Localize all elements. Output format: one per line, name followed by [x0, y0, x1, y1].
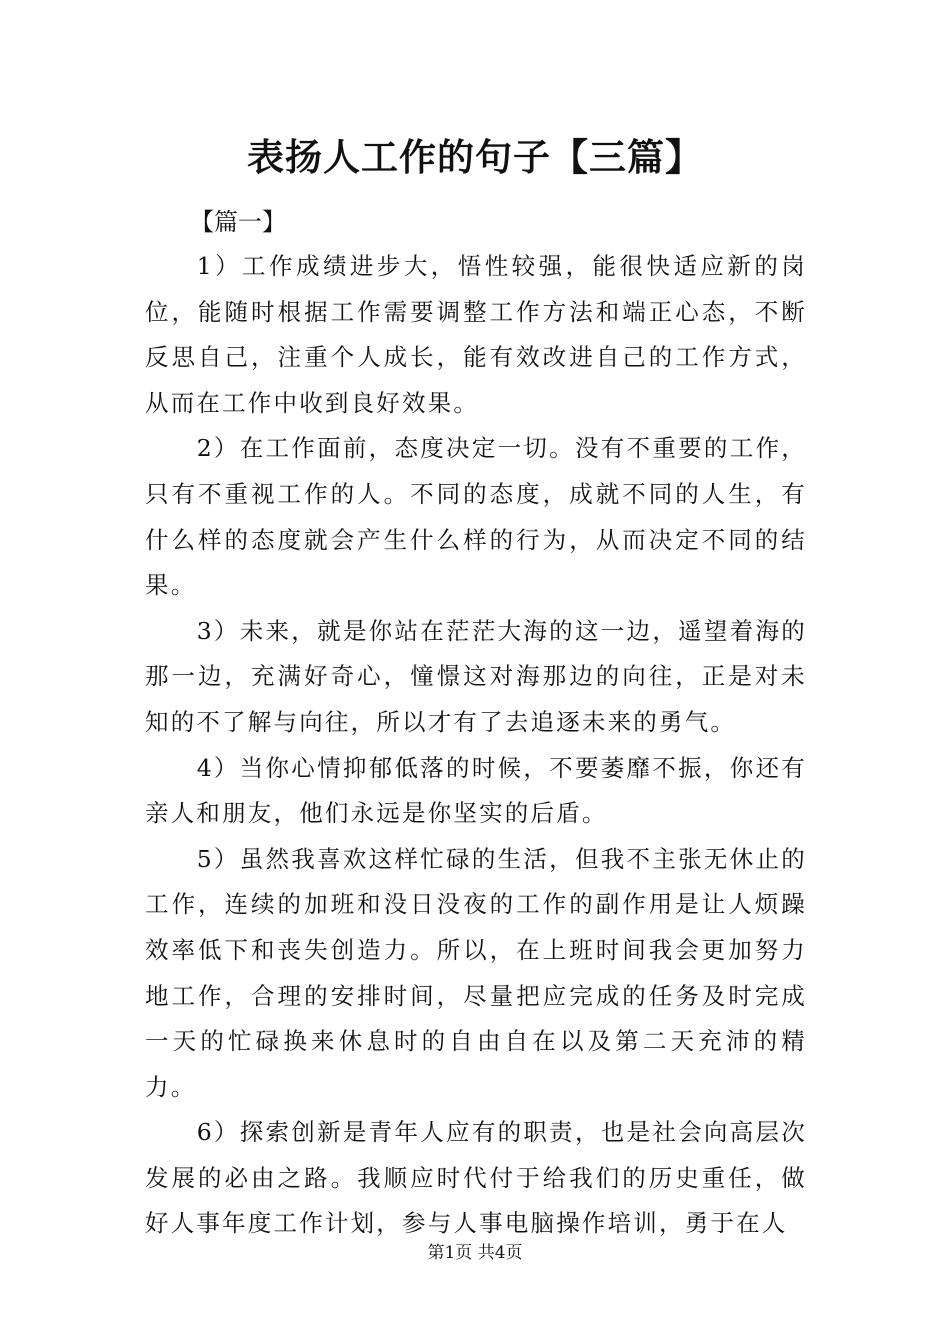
section-heading: 【篇一】 [190, 208, 286, 236]
paragraph-5: 5）虽然我喜欢这样忙碌的生活，但我不主张无休止的工作，连续的加班和没日没夜的工作的副作用是让人烦躁效率低下和丧失创造力。所以，在上班时间我会更加努力地工作，合理的安排时间，尽量把应完成的任务及时完成一天的忙碌换来休息时的自由自在以及第二天充沛的精力。 [145, 844, 807, 1101]
document-body [145, 244, 807, 1247]
paragraph-6: 6）探索创新是青年人应有的职责，也是社会向高层次发展的必由之路。我顺应时代付于给我们的历史重任，做好人事年度工作计划，参与人事电脑操作培训，勇于在人 [145, 1118, 807, 1238]
paragraph-1: 1）工作成绩进步大，悟性较强，能很快适应新的岗位，能随时根据工作需要调整工作方法和端正心态，不断反思自己，注重个人成长，能有效改进自己的工作方式，从而在工作中收到良好效果。 [145, 252, 807, 417]
document-title: 表扬人工作的句子【三篇】 [247, 135, 703, 179]
paragraph-4: 4）当你心情抑郁低落的时候，不要萎靡不振，你还有亲人和朋友，他们永远是你坚实的后盾。 [145, 753, 807, 828]
paragraph-3: 3）未来，就是你站在茫茫大海的这一边，遥望着海的那一边，充满好奇心，憧憬这对海那边的向往，正是对未知的不了解与向往，所以才有了去追逐未来的勇气。 [145, 616, 807, 736]
paragraph-2: 2）在工作面前，态度决定一切。没有不重要的工作，只有不重视工作的人。不同的态度，成就不同的人生，有什么样的态度就会产生什么样的行为，从而决定不同的结果。 [145, 434, 807, 600]
page-footer: 第1页 共4页 [427, 1243, 523, 1263]
